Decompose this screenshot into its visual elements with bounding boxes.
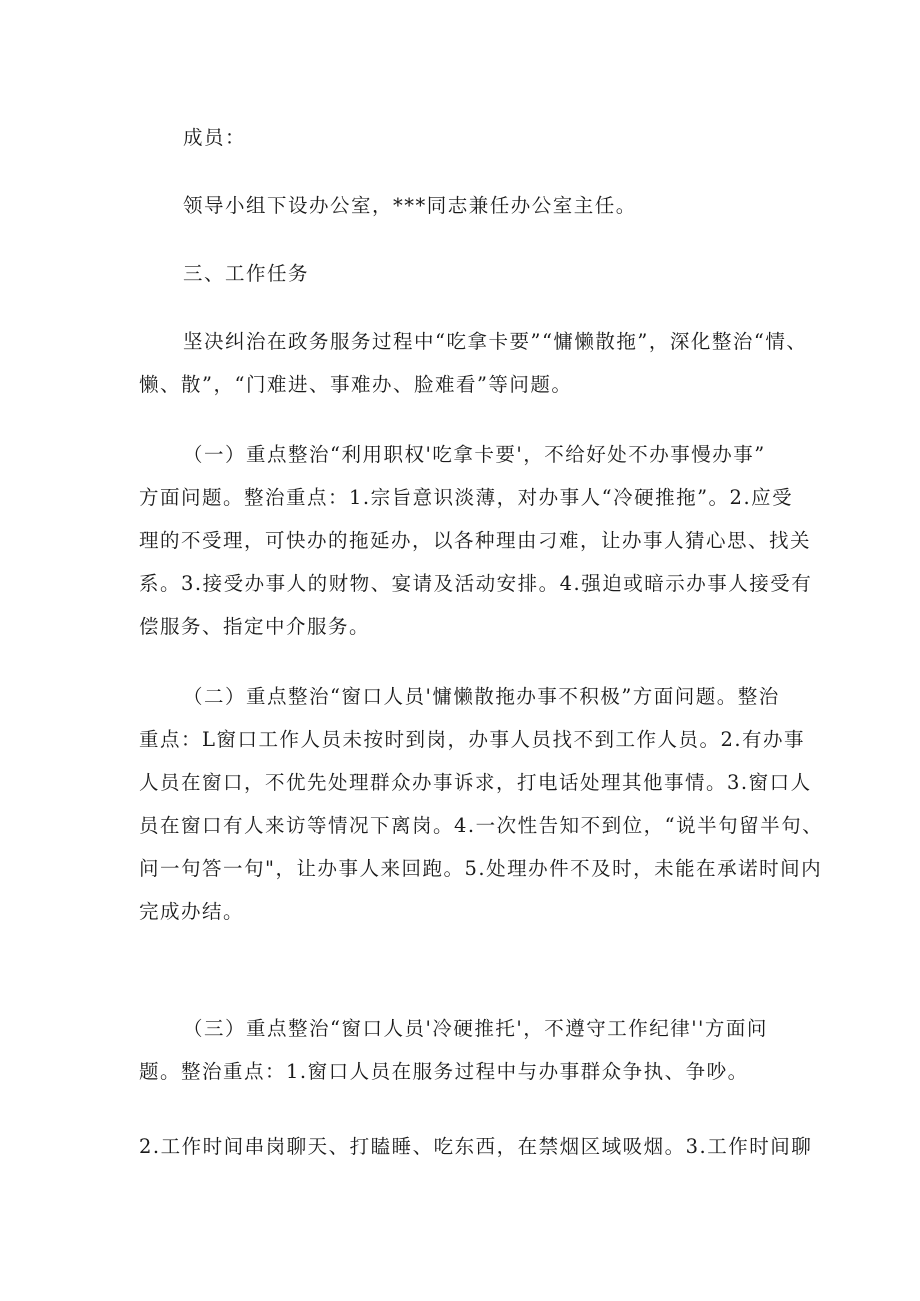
paragraph-item-2 <box>139 675 823 933</box>
text-line: （一）重点整治“利用职权'吃拿卡要'，不给好处不办事慢办事” <box>183 443 766 466</box>
text-line: 重点：L窗口工作人员未按时到岗，办事人员找不到工作人员。2.有办事 <box>139 728 806 751</box>
text-line: 问一句答一句"，让办事人来回跑。5.处理办件不及时，未能在承诺时间内 <box>139 857 823 880</box>
text-line: 理的不受理，可快办的拖延办，以各种理由刁难，让办事人猜心思、找关 <box>139 529 812 552</box>
text-line: （二）重点整治“窗口人员'慵懒散拖办事不积极”方面问题。整治 <box>183 685 780 708</box>
paragraph-item-3 <box>139 1007 768 1093</box>
text-line: 题。整治重点：1.窗口人员在服务过程中与办事群众争执、争吵。 <box>139 1060 749 1083</box>
text-line: 系。3.接受办事人的财物、宴请及活动安排。4.强迫或暗示办事人接受有 <box>139 572 813 595</box>
text-line: 员在窗口有人来访等情况下离岗。4.一次性告知不到位，“说半句留半句、 <box>139 814 824 837</box>
text-line: 人员在窗口，不优先处理群众办事诉求，打电话处理其他事情。3.窗口人 <box>139 771 812 794</box>
paragraph-item-1 <box>139 433 812 648</box>
paragraph-office <box>183 184 637 227</box>
paragraph-members <box>183 116 246 159</box>
text-line: 方面问题。整治重点：1.宗旨意识淡薄，对办事人“冷硬推拖”。2.应受 <box>139 486 794 509</box>
text-line: 三、工作任务 <box>183 262 310 285</box>
text-line: 2.工作时间串岗聊天、打瞌睡、吃东西，在禁烟区域吸烟。3.工作时间聊 <box>139 1135 813 1158</box>
text-line: 完成办结。 <box>139 900 245 923</box>
section-heading-tasks <box>183 252 309 295</box>
paragraph-continuation <box>139 1125 812 1168</box>
text-line: 成员： <box>183 126 247 149</box>
text-line: 懒、散”，“门难进、事难办、脸难看”等问题。 <box>139 373 573 396</box>
text-line: （三）重点整治“窗口人员'冷硬推托'，不遵守工作纪律''方面问 <box>183 1017 768 1040</box>
text-line: 领导小组下设办公室，***同志兼任办公室主任。 <box>183 194 637 217</box>
text-line: 坚决纠治在政务服务过程中“吃拿卡要”“慵懒散拖”，深化整治“情、 <box>183 330 808 353</box>
text-line: 偿服务、指定中介服务。 <box>139 615 371 638</box>
paragraph-intro <box>139 320 807 406</box>
